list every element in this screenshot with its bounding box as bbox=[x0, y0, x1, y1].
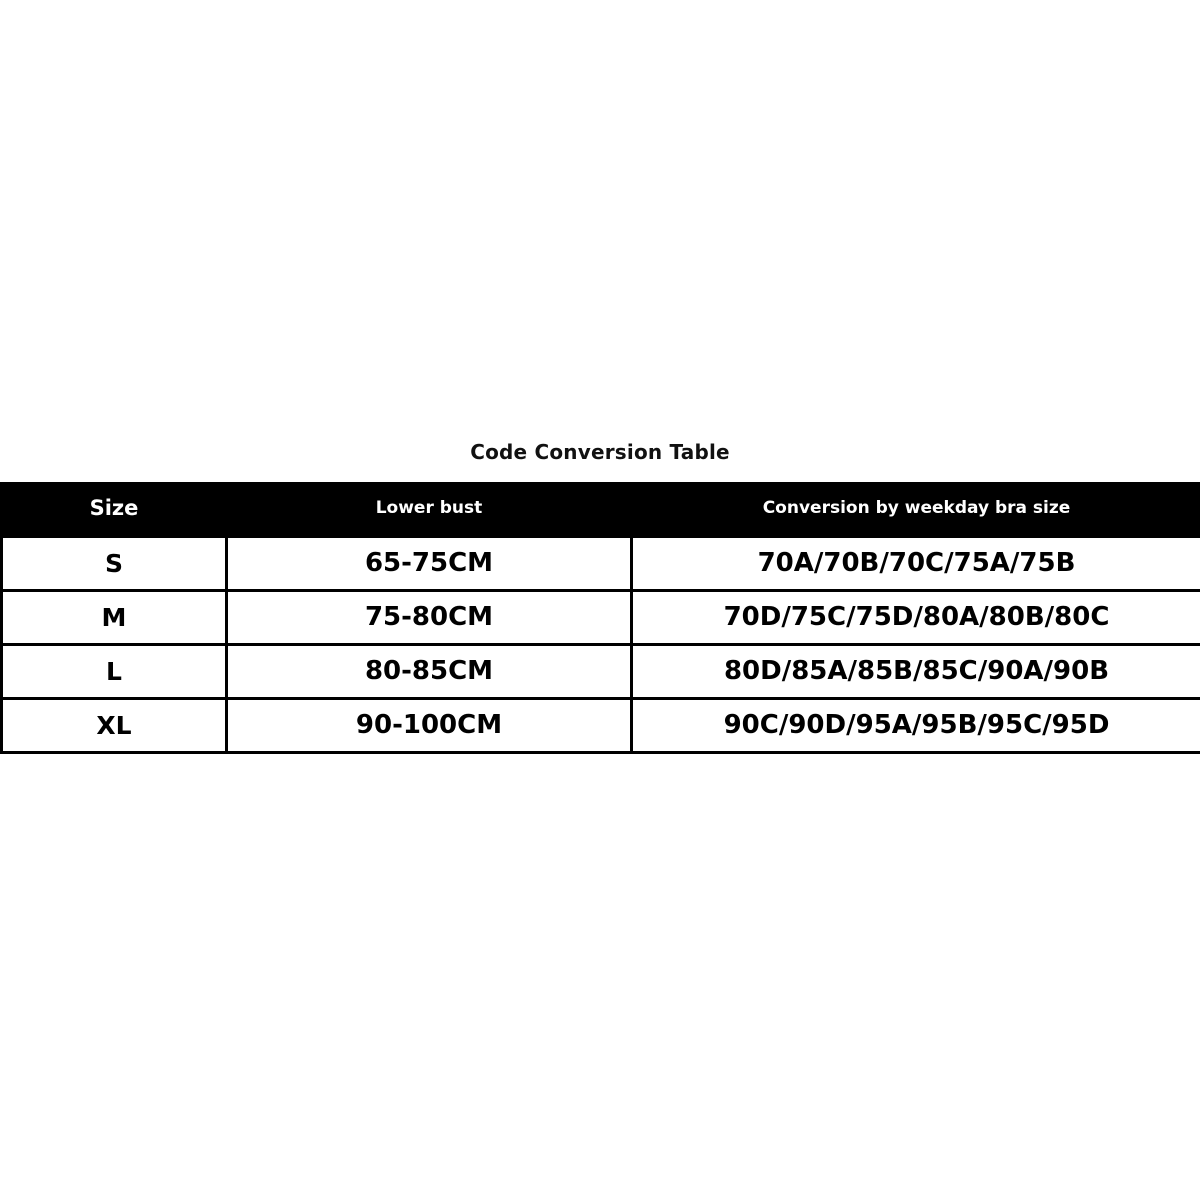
table-row bbox=[2, 536, 1200, 590]
code-conversion-table bbox=[0, 482, 1200, 754]
cell-size: S bbox=[2, 536, 227, 590]
table-body bbox=[2, 536, 1200, 752]
cell-lower-bust: 65-75CM bbox=[227, 536, 632, 590]
cell-size: XL bbox=[2, 698, 227, 752]
cell-conversion: 70D/75C/75D/80A/80B/80C bbox=[632, 590, 1200, 644]
table-header-row bbox=[2, 482, 1200, 536]
cell-conversion: 90C/90D/95A/95B/95C/95D bbox=[632, 698, 1200, 752]
column-header-conversion: Conversion by weekday bra size bbox=[632, 482, 1200, 536]
table-row bbox=[2, 590, 1200, 644]
cell-lower-bust: 80-85CM bbox=[227, 644, 632, 698]
table-header bbox=[2, 482, 1200, 536]
cell-lower-bust: 90-100CM bbox=[227, 698, 632, 752]
cell-lower-bust: 75-80CM bbox=[227, 590, 632, 644]
page-title: Code Conversion Table bbox=[470, 440, 730, 464]
size-chart-container bbox=[0, 440, 1200, 754]
column-header-lower-bust: Lower bust bbox=[227, 482, 632, 536]
cell-size: M bbox=[2, 590, 227, 644]
cell-conversion: 80D/85A/85B/85C/90A/90B bbox=[632, 644, 1200, 698]
cell-size: L bbox=[2, 644, 227, 698]
table-row bbox=[2, 698, 1200, 752]
column-header-size: Size bbox=[2, 482, 227, 536]
cell-conversion: 70A/70B/70C/75A/75B bbox=[632, 536, 1200, 590]
table-row bbox=[2, 644, 1200, 698]
